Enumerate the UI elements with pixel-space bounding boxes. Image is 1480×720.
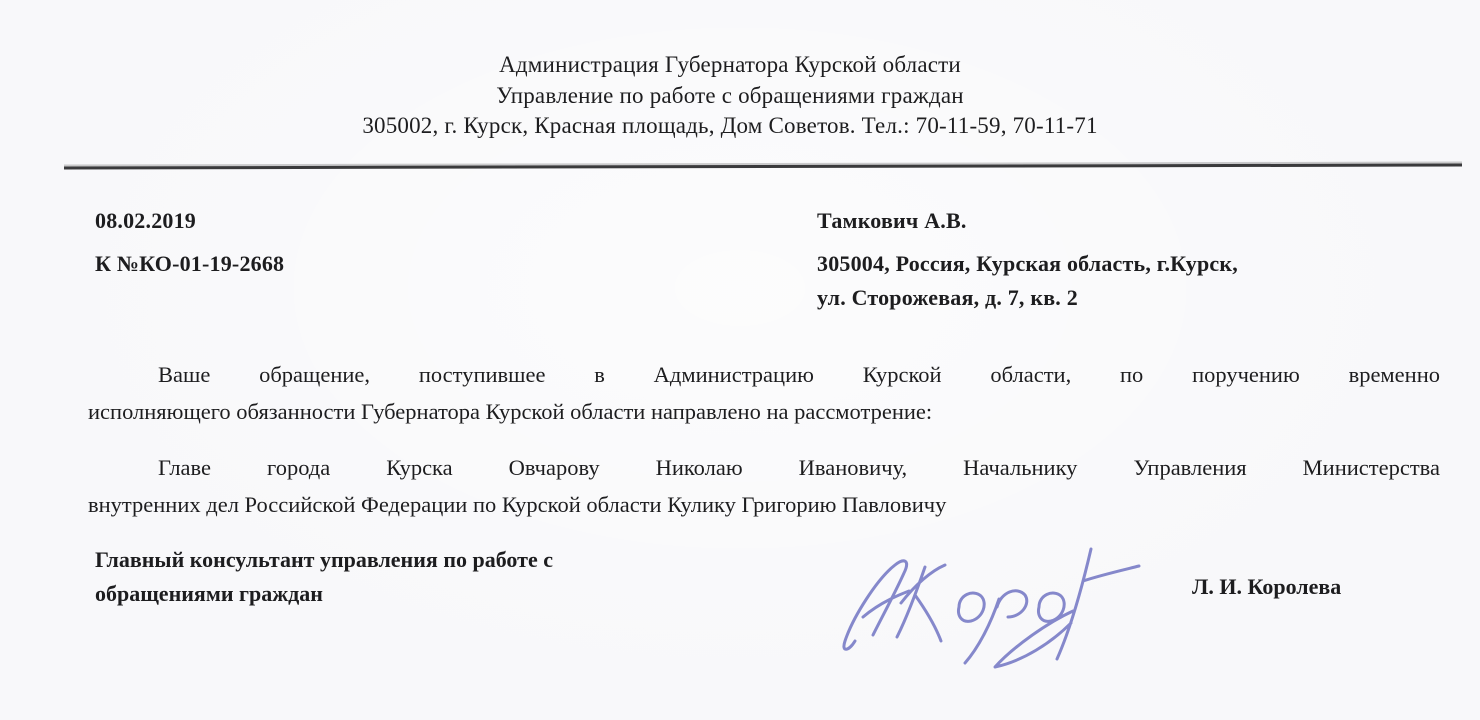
letterhead-divider-rule [64, 164, 1462, 170]
signatory-name: Л. И. Королева [1192, 574, 1342, 599]
letterhead-organization: Администрация Губернатора Курской области [499, 52, 961, 77]
letter-date: 08.02.2019 [95, 208, 196, 233]
addressee-address-line-1: 305004, Россия, Курская область, г.Курск, [817, 251, 1238, 276]
addressee-address-line-2: ул. Сторожевая, д. 7, кв. 2 [817, 285, 1078, 310]
signatory-job-title-line-2: обращениями граждан [95, 581, 323, 606]
letterhead-department: Управление по работе с обращениями граждан [496, 82, 964, 108]
signatory-job-title-line-1: Главный консультант управления по работе с [95, 547, 553, 572]
handwritten-signature [833, 515, 1148, 675]
letter-reference-number: К №КО-01-19-2668 [95, 251, 285, 276]
body-paragraph-1-line-1: Ваше обращение, поступившее в Администрацию Курской области, по поручению временно [158, 362, 1440, 387]
signature-ink-stroke [844, 549, 1139, 667]
body-paragraph-2-line-2: внутренних дел Российской Федерации по Курской области Кулику Григорию Павловичу [88, 492, 947, 517]
letter-body [88, 356, 1440, 542]
letterhead-address-phone: 305002, г. Курск, Красная площадь, Дом Советов. Тел.: 70-11-59, 70-11-71 [362, 113, 1098, 138]
body-paragraph-1 [88, 356, 1440, 430]
body-paragraph-2 [88, 449, 1440, 523]
body-paragraph-2-line-1: Главе города Курска Овчарову Николаю Ивановичу, Начальнику Управления Министерства [158, 455, 1440, 480]
addressee-name: Тамкович А.В. [817, 208, 967, 233]
letterhead [0, 50, 1460, 142]
signatory-job-title [95, 543, 675, 611]
body-paragraph-1-line-2: исполняющего обязанности Губернатора Курской области направлено на рассмотрение: [88, 399, 933, 424]
